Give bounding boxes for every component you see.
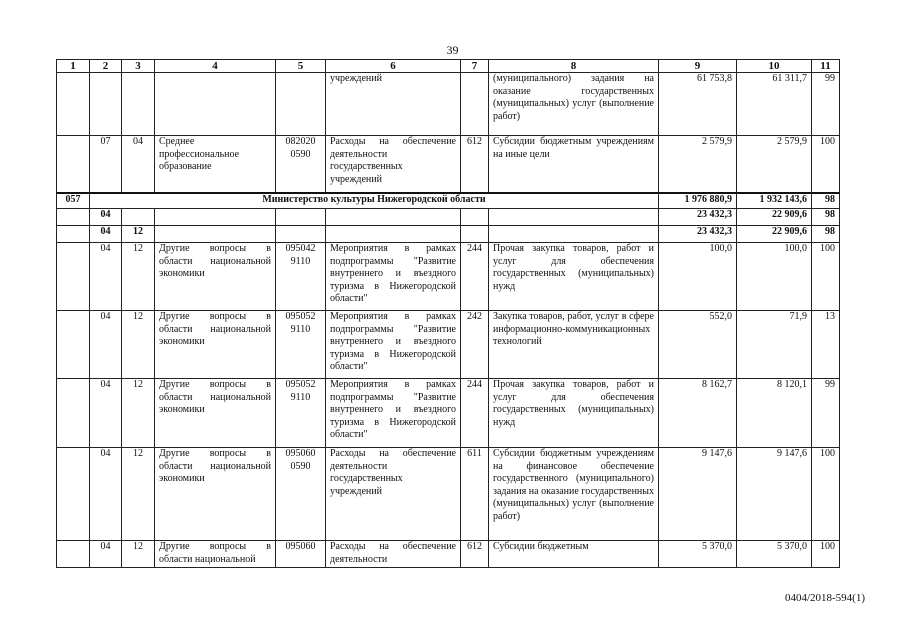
cell-type-name: Субсидии бюджетным учреждениям на финансовое обеспечение государственного (муниципального) задания на оказание государственных (муниципальных) услуг (выполнение работ) [489, 448, 659, 541]
cell-type-name: Субсидии бюджетным учреждениям на иные цели [489, 136, 659, 193]
cell-type-code: 244 [461, 243, 489, 311]
col-header: 8 [489, 60, 659, 73]
cell-actual: 9 147,6 [737, 448, 812, 541]
cell-plan: 23 432,3 [659, 226, 737, 243]
cell-plan: 100,0 [659, 243, 737, 311]
cell-subsection: 12 [122, 379, 155, 448]
cell-expense-name: Расходы на обеспечение деятельности государственных учреждений [326, 136, 461, 193]
cell-type-code [461, 73, 489, 136]
table-row-section-total [57, 209, 840, 226]
col-header: 3 [122, 60, 155, 73]
cell-type-code: 612 [461, 136, 489, 193]
col-header: 7 [461, 60, 489, 73]
cell-ministry-code [57, 73, 90, 136]
cell-percent: 13 [812, 311, 840, 379]
cell-percent: 100 [812, 541, 840, 568]
cell-ministry-code [57, 136, 90, 193]
cell-section-name: Другие вопросы в области национальной [155, 541, 276, 568]
col-header: 10 [737, 60, 812, 73]
cell-section: 04 [90, 311, 122, 379]
cell-actual: 100,0 [737, 243, 812, 311]
table-row [57, 311, 840, 379]
cell-actual: 2 579,9 [737, 136, 812, 193]
cell-type-name: Прочая закупка товаров, работ и услуг для обеспечения государственных (муниципальных) нужд [489, 243, 659, 311]
cell-type-code: 244 [461, 379, 489, 448]
cell-percent: 100 [812, 243, 840, 311]
col-header: 11 [812, 60, 840, 73]
table-row [57, 73, 840, 136]
cell-expense-name: Мероприятия в рамках подпрограммы "Развитие внутреннего и въездного туризма в Нижегородской области" [326, 243, 461, 311]
cell-type-name: Прочая закупка товаров, работ и услуг для обеспечения государственных (муниципальных) нужд [489, 379, 659, 448]
col-header: 1 [57, 60, 90, 73]
cell-ministry-title: Министерство культуры Нижегородской области [90, 193, 659, 209]
cell-target-code: 095060 0590 [276, 448, 326, 541]
cell-section-name [155, 73, 276, 136]
cell-actual: 5 370,0 [737, 541, 812, 568]
cell-target-code: 095052 9110 [276, 379, 326, 448]
cell-subsection: 12 [122, 311, 155, 379]
cell-plan: 552,0 [659, 311, 737, 379]
cell-section-name: Другие вопросы в области национальной экономики [155, 311, 276, 379]
table-row-subsection-total [57, 226, 840, 243]
cell-subsection: 04 [122, 136, 155, 193]
cell-section: 04 [90, 243, 122, 311]
cell-type-code: 242 [461, 311, 489, 379]
table-row-ministry [57, 193, 840, 209]
cell-section-name: Другие вопросы в области национальной экономики [155, 448, 276, 541]
cell-section [90, 73, 122, 136]
cell-section-name: Среднее профессиональное образование [155, 136, 276, 193]
cell-subsection: 12 [122, 226, 155, 243]
cell-subsection [122, 73, 155, 136]
cell-section-name: Другие вопросы в области национальной экономики [155, 243, 276, 311]
cell-section: 04 [90, 448, 122, 541]
col-header: 6 [326, 60, 461, 73]
cell-section: 04 [90, 541, 122, 568]
budget-table [56, 59, 840, 568]
cell-section: 07 [90, 136, 122, 193]
cell-section-name: Другие вопросы в области национальной экономики [155, 379, 276, 448]
cell-type-name: (муниципального) задания на оказание государственных (муниципальных) услуг (выполнение работ) [489, 73, 659, 136]
cell-expense-name: Расходы на обеспечение деятельности государственных учреждений [326, 448, 461, 541]
cell-target-code: 095060 [276, 541, 326, 568]
cell-expense-name: Мероприятия в рамках подпрограммы "Развитие внутреннего и въездного туризма в Нижегородской области" [326, 311, 461, 379]
col-header: 4 [155, 60, 276, 73]
cell-plan: 23 432,3 [659, 209, 737, 226]
table-header-row [57, 60, 840, 73]
cell-section: 04 [90, 379, 122, 448]
cell-target-code: 082020 0590 [276, 136, 326, 193]
cell-ministry-code: 057 [57, 193, 90, 209]
cell-percent: 99 [812, 73, 840, 136]
cell-subsection: 12 [122, 448, 155, 541]
cell-plan: 5 370,0 [659, 541, 737, 568]
cell-type-name: Закупка товаров, работ, услуг в сфере информационно-коммуникационных технологий [489, 311, 659, 379]
cell-plan: 1 976 880,9 [659, 193, 737, 209]
cell-percent: 98 [812, 193, 840, 209]
cell-percent: 99 [812, 379, 840, 448]
cell-type-code: 611 [461, 448, 489, 541]
table-row [57, 541, 840, 568]
cell-actual: 22 909,6 [737, 226, 812, 243]
cell-section: 04 [90, 226, 122, 243]
cell-target-code: 095042 9110 [276, 243, 326, 311]
cell-percent: 98 [812, 209, 840, 226]
cell-actual: 71,9 [737, 311, 812, 379]
cell-percent: 100 [812, 448, 840, 541]
cell-percent: 100 [812, 136, 840, 193]
cell-actual: 8 120,1 [737, 379, 812, 448]
cell-actual: 1 932 143,6 [737, 193, 812, 209]
table-row [57, 136, 840, 193]
cell-subsection: 12 [122, 541, 155, 568]
col-header: 2 [90, 60, 122, 73]
cell-percent: 98 [812, 226, 840, 243]
cell-actual: 22 909,6 [737, 209, 812, 226]
cell-expense-name: учреждений [326, 73, 461, 136]
cell-expense-name: Расходы на обеспечение деятельности [326, 541, 461, 568]
cell-expense-name: Мероприятия в рамках подпрограммы "Развитие внутреннего и въездного туризма в Нижегородской области" [326, 379, 461, 448]
cell-type-code: 612 [461, 541, 489, 568]
table-row [57, 379, 840, 448]
cell-plan: 2 579,9 [659, 136, 737, 193]
cell-plan: 9 147,6 [659, 448, 737, 541]
document-code: 0404/2018-594(1) [784, 592, 865, 604]
col-header: 5 [276, 60, 326, 73]
cell-subsection: 12 [122, 243, 155, 311]
cell-target-code: 095052 9110 [276, 311, 326, 379]
table-row [57, 448, 840, 541]
cell-plan: 8 162,7 [659, 379, 737, 448]
col-header: 9 [659, 60, 737, 73]
cell-plan: 61 753,8 [659, 73, 737, 136]
cell-actual: 61 311,7 [737, 73, 812, 136]
cell-section: 04 [90, 209, 122, 226]
page-number: 39 [446, 43, 459, 57]
cell-type-name: Субсидии бюджетным [489, 541, 659, 568]
cell-target-code [276, 73, 326, 136]
table-row [57, 243, 840, 311]
